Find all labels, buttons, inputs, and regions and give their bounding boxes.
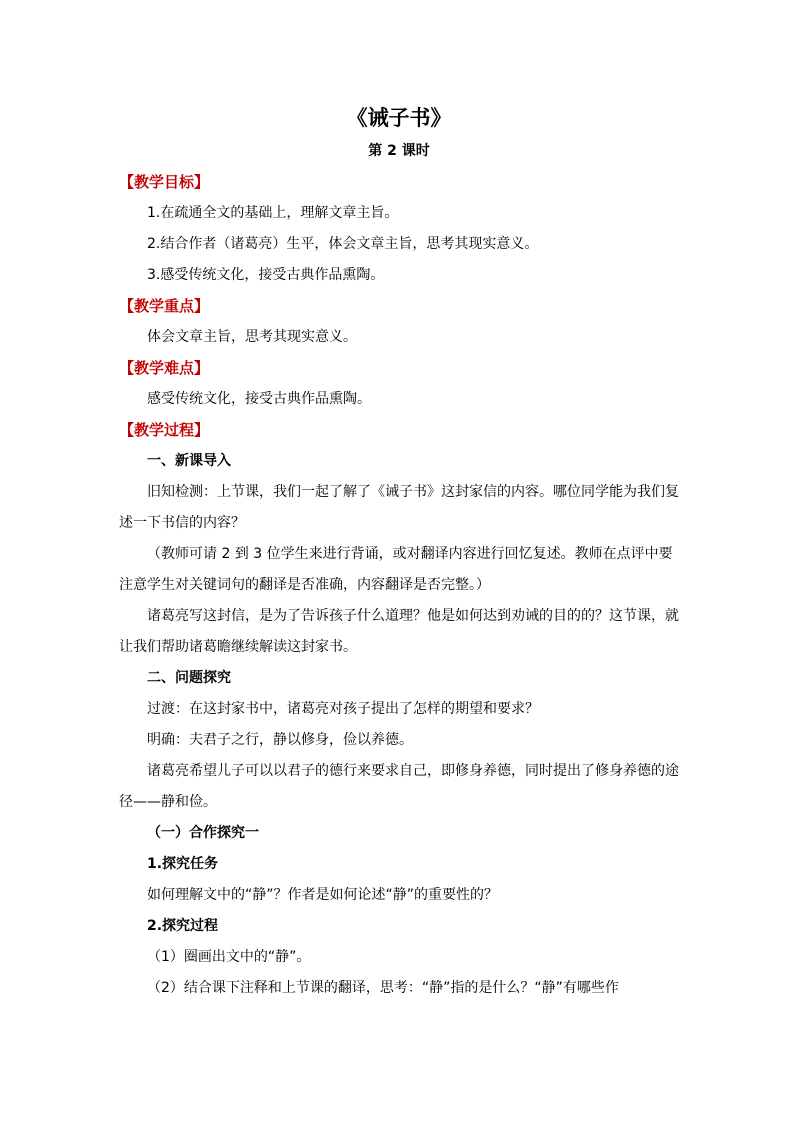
step-item: （1）圈画出文中的“静”。 xyxy=(147,949,311,965)
section-head-process: 【教学过程】 xyxy=(119,421,210,439)
review-paragraph: 旧知检测：上节课，我们一起了解了《诫子书》这封家信的内容。哪位同学能为我们复述一下书信的内容？ xyxy=(119,484,679,531)
section-head-key: 【教学重点】 xyxy=(119,297,210,315)
procedure-heading: 2.探究过程 xyxy=(147,918,219,934)
task-heading: 1.探究任务 xyxy=(147,856,219,872)
transition-paragraph: 过渡：在这封家书中，诸葛亮对孩子提出了怎样的期望和要求？ xyxy=(147,701,539,717)
document-body xyxy=(119,100,679,1004)
difficulty-text: 感受传统文化，接受古典作品熏陶。 xyxy=(147,391,371,407)
lesson-subtitle: 第 2 课时 xyxy=(368,143,430,159)
teacher-note-paragraph: （教师可请 2 到 3 位学生来进行背诵，或对翻译内容进行回忆复述。教师在点评中要注意学生对关键词句的翻译是否准确，内容翻译是否完整。） xyxy=(119,546,673,593)
task-paragraph: 如何理解文中的“静”？作者是如何论述“静”的重要性的？ xyxy=(147,887,499,903)
goal-item: 3.感受传统文化，接受古典作品熏陶。 xyxy=(147,267,385,283)
explain-paragraph: 诸葛亮希望儿子可以以君子的德行来要求自己，即修身养德，同时提出了修身养德的途径——静和俭。 xyxy=(119,763,679,810)
goal-item: 2.结合作者（诸葛亮）生平，体会文章主旨，思考其现实意义。 xyxy=(147,236,539,252)
clarify-paragraph: 明确：夫君子之行，静以修身，俭以养德。 xyxy=(147,732,413,748)
process-part2-heading: 二、问题探究 xyxy=(147,670,231,686)
key-point-text: 体会文章主旨，思考其现实意义。 xyxy=(147,329,357,345)
goal-item: 1.在疏通全文的基础上，理解文章主旨。 xyxy=(147,205,399,221)
process-part1-heading: 一、新课导入 xyxy=(147,453,231,469)
section-head-difficulty: 【教学难点】 xyxy=(119,359,210,377)
section-head-goals: 【教学目标】 xyxy=(119,173,210,191)
step-item: （2）结合课下注释和上节课的翻译，思考：“静”指的是什么？“静”有哪些作 xyxy=(147,980,619,996)
coop-heading: （一）合作探究一 xyxy=(147,825,259,841)
page-title: 《诫子书》 xyxy=(346,106,452,130)
intro-paragraph: 诸葛亮写这封信，是为了告诉孩子什么道理？他是如何达到劝诫的目的的？这节课，就让我们帮助诸葛瞻继续解读这封家书。 xyxy=(119,608,679,655)
